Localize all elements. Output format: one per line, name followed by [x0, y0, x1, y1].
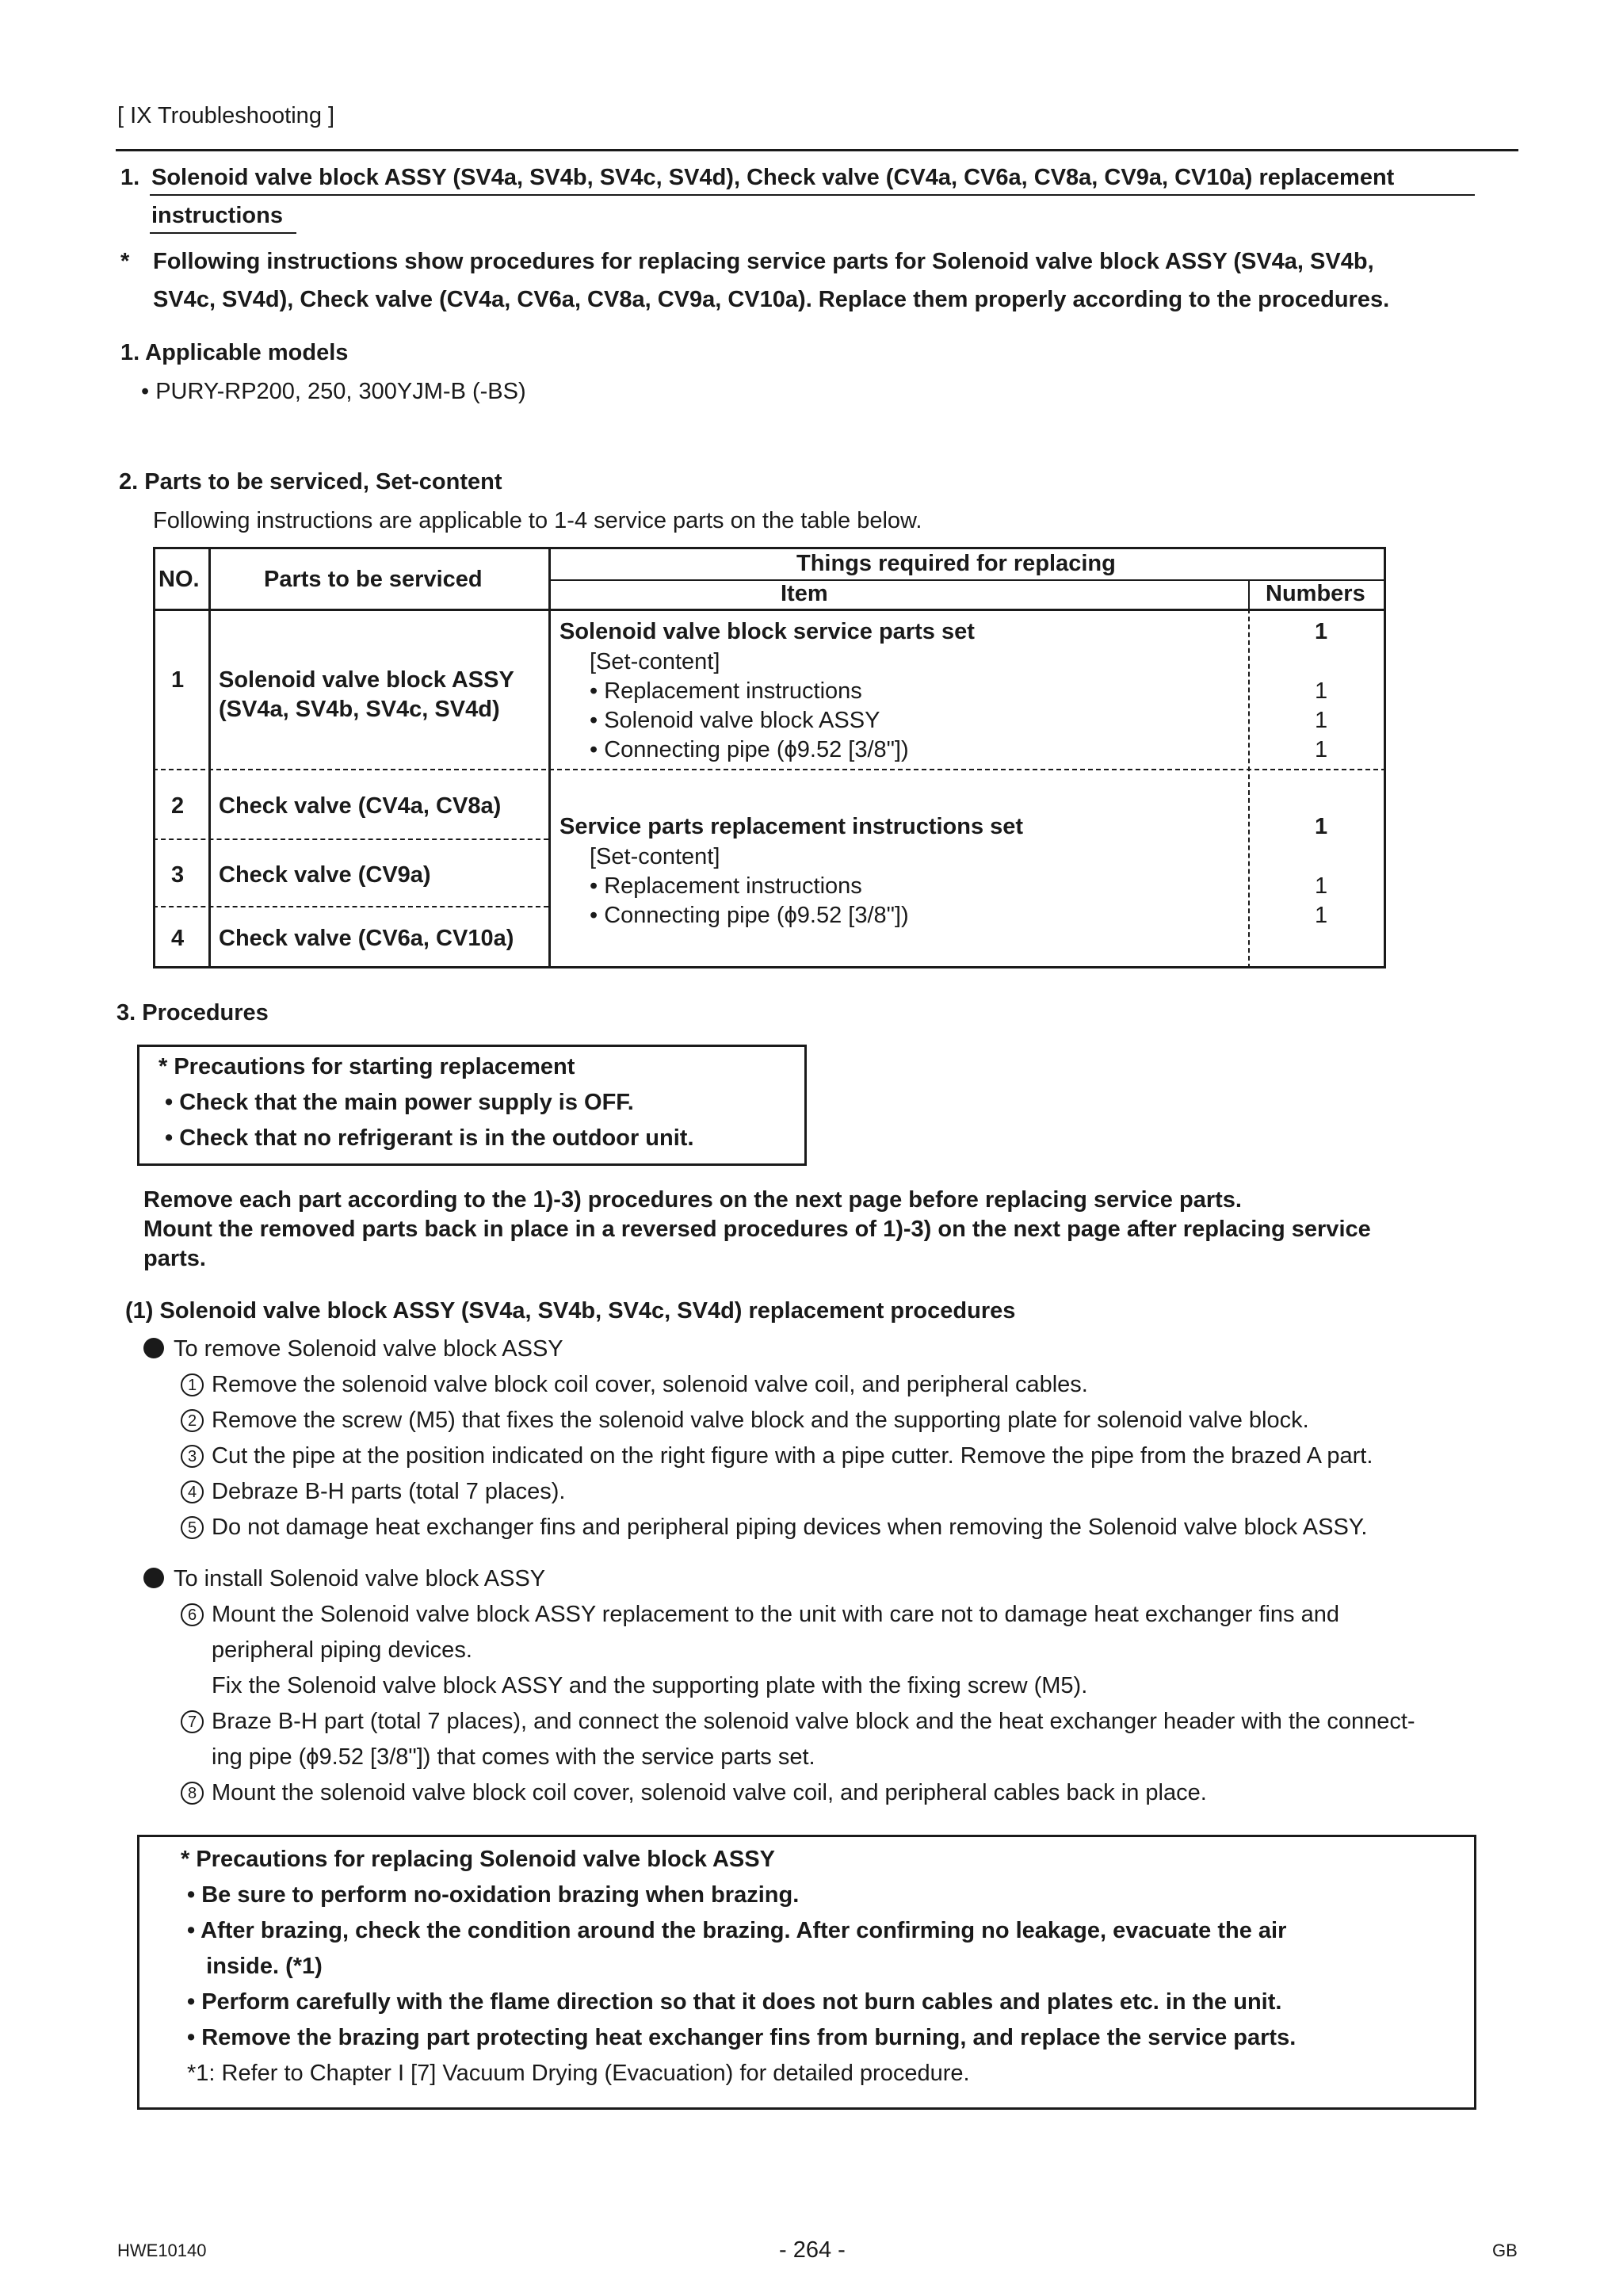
install-step-text: Mount the Solenoid valve block ASSY replacement to the unit with care not to damage heat exchanger fins and [212, 1602, 1339, 1627]
precaution2-item: • Perform carefully with the flame direction so that it does not burn cables and plates etc. in the unit. [187, 1989, 1282, 2015]
remove-step [181, 1445, 1373, 1468]
precaution2-item: • Be sure to perform no-oxidation brazing when brazing. [187, 1882, 800, 1908]
install-step-text: peripheral piping devices. [212, 1637, 472, 1663]
install-step-text: Fix the Solenoid valve block ASSY and the supporting plate with the fixing screw (M5). [212, 1673, 1088, 1698]
install-step [181, 1782, 1207, 1805]
set2-item-num: 1 [1315, 873, 1328, 899]
set2-title: Service parts replacement instructions set [559, 814, 1024, 839]
remove-note: parts. [143, 1246, 206, 1271]
set1-item-num: 1 [1315, 737, 1328, 762]
circled-number-icon: 6 [181, 1603, 204, 1626]
circled-number-icon: 2 [181, 1409, 204, 1432]
remove-step [181, 1480, 565, 1503]
install-step-text: Mount the solenoid valve block coil cover, solenoid valve coil, and peripheral cables back in place. [212, 1780, 1207, 1805]
remove-step-text: Do not damage heat exchanger fins and peripheral piping devices when removing the Solenoid valve block ASSY. [212, 1515, 1368, 1540]
precaution2-title: * Precautions for replacing Solenoid valve block ASSY [181, 1847, 775, 1872]
remove-step-text: Remove the screw (M5) that fixes the solenoid valve block and the supporting plate for solenoid valve block. [212, 1408, 1309, 1433]
col-no: NO. [158, 567, 200, 592]
table-divider [548, 579, 1386, 581]
set2-item: • Replacement instructions [590, 873, 862, 899]
set2-content-label: [Set-content] [590, 844, 720, 869]
title-number: 1. [120, 165, 140, 190]
table-divider [153, 839, 548, 840]
title-line2: instructions [151, 203, 283, 228]
precaution1-title: * Precautions for starting replacement [158, 1054, 575, 1079]
col-numbers: Numbers [1266, 581, 1365, 606]
remove-title: To remove Solenoid valve block ASSY [174, 1336, 563, 1362]
table-divider [1248, 609, 1250, 968]
intro-mark: * [120, 249, 130, 274]
remove-step-text: Debraze B-H parts (total 7 places). [212, 1479, 566, 1504]
header-rule [116, 149, 1518, 151]
install-step [181, 1603, 1339, 1626]
circled-number-icon: 1 [181, 1373, 204, 1396]
col-item: Item [781, 581, 828, 606]
install-title: To install Solenoid valve block ASSY [174, 1566, 546, 1591]
row-part: Check valve (CV6a, CV10a) [219, 926, 514, 951]
table-divider [153, 769, 1386, 770]
remove-title-row [143, 1338, 563, 1361]
footer-page-number: - 264 - [779, 2237, 846, 2263]
title-underline-1 [150, 194, 1475, 196]
row-part: Solenoid valve block ASSY [219, 667, 514, 693]
precaution2-footnote: *1: Refer to Chapter I [7] Vacuum Drying (Evacuation) for detailed procedure. [187, 2061, 970, 2086]
remove-step [181, 1373, 1088, 1396]
title-line1: Solenoid valve block ASSY (SV4a, SV4b, SV4c, SV4d), Check valve (CV4a, CV6a, CV8a, CV9a, CV10a) replacement [151, 165, 1395, 190]
install-step-text: ing pipe (ϕ9.52 [3/8"]) that comes with the service parts set. [212, 1744, 815, 1770]
intro-line2: SV4c, SV4d), Check valve (CV4a, CV6a, CV8a, CV9a, CV10a). Replace them properly according to the procedures. [153, 287, 1390, 312]
install-step-text: Braze B-H part (total 7 places), and connect the solenoid valve block and the heat exchanger header with the connect- [212, 1709, 1415, 1734]
row-no: 1 [171, 667, 185, 693]
parts-note: Following instructions are applicable to 1-4 service parts on the table below. [153, 508, 922, 533]
set1-title-num: 1 [1315, 619, 1328, 644]
col-parts: Parts to be serviced [264, 567, 483, 592]
sub1-heading: (1) Solenoid valve block ASSY (SV4a, SV4b, SV4c, SV4d) replacement procedures [125, 1298, 1016, 1324]
models-heading: 1. Applicable models [120, 340, 349, 365]
intro-line1: Following instructions show procedures for replacing service parts for Solenoid valve block ASSY (SV4a, SV4b, [153, 249, 1374, 274]
set1-item-num: 1 [1315, 678, 1328, 704]
remove-step [181, 1409, 1309, 1432]
footer-doc-code: HWE10140 [117, 2241, 207, 2260]
models-item: • PURY-RP200, 250, 300YJM-B (-BS) [141, 379, 526, 404]
remove-note: Mount the removed parts back in place in a reversed procedures of 1)-3) on the next page after replacing service [143, 1217, 1371, 1242]
set1-item: • Replacement instructions [590, 678, 862, 704]
title-underline-2 [150, 232, 296, 234]
section-header: [ IX Troubleshooting ] [117, 103, 335, 128]
col-things: Things required for replacing [796, 551, 1116, 576]
precaution2-item: • After brazing, check the condition around the brazing. After confirming no leakage, evacuate the air [187, 1918, 1287, 1943]
bullet-dot-icon [143, 1338, 164, 1358]
install-title-row [143, 1568, 545, 1591]
set1-item: • Solenoid valve block ASSY [590, 708, 880, 733]
row-no: 4 [171, 926, 185, 951]
remove-step-text: Cut the pipe at the position indicated on the right figure with a pipe cutter. Remove the pipe from the brazed A part. [212, 1443, 1373, 1469]
precaution2-item: inside. (*1) [187, 1954, 323, 1979]
circled-number-icon: 7 [181, 1710, 204, 1733]
circled-number-icon: 5 [181, 1516, 204, 1539]
table-divider [153, 609, 1386, 611]
set2-title-num: 1 [1315, 814, 1328, 839]
parts-heading: 2. Parts to be serviced, Set-content [119, 469, 502, 495]
precaution1-item: • Check that the main power supply is OFF. [165, 1090, 634, 1115]
circled-number-icon: 4 [181, 1480, 204, 1503]
set1-item-num: 1 [1315, 708, 1328, 733]
set1-content-label: [Set-content] [590, 649, 720, 674]
bullet-dot-icon [143, 1568, 164, 1588]
footer-region: GB [1492, 2241, 1518, 2260]
table-divider [1248, 579, 1250, 609]
circled-number-icon: 3 [181, 1445, 204, 1468]
install-step [181, 1710, 1415, 1733]
remove-note: Remove each part according to the 1)-3) procedures on the next page before replacing service parts. [143, 1187, 1242, 1213]
row-part: Check valve (CV9a) [219, 862, 431, 888]
precaution2-item: • Remove the brazing part protecting heat exchanger fins from burning, and replace the service parts. [187, 2025, 1296, 2050]
procedures-heading: 3. Procedures [116, 1000, 269, 1026]
row-part: Check valve (CV4a, CV8a) [219, 793, 502, 819]
row-no: 2 [171, 793, 185, 819]
remove-step [181, 1516, 1367, 1539]
table-divider [153, 906, 548, 907]
remove-step-text: Remove the solenoid valve block coil cover, solenoid valve coil, and peripheral cables. [212, 1372, 1088, 1397]
set1-title: Solenoid valve block service parts set [559, 619, 975, 644]
circled-number-icon: 8 [181, 1782, 204, 1805]
row-no: 3 [171, 862, 185, 888]
set2-item-num: 1 [1315, 903, 1328, 928]
precaution1-item: • Check that no refrigerant is in the outdoor unit. [165, 1125, 694, 1151]
set2-item: • Connecting pipe (ϕ9.52 [3/8"]) [590, 903, 909, 928]
row-part: (SV4a, SV4b, SV4c, SV4d) [219, 697, 500, 722]
set1-item: • Connecting pipe (ϕ9.52 [3/8"]) [590, 737, 909, 762]
